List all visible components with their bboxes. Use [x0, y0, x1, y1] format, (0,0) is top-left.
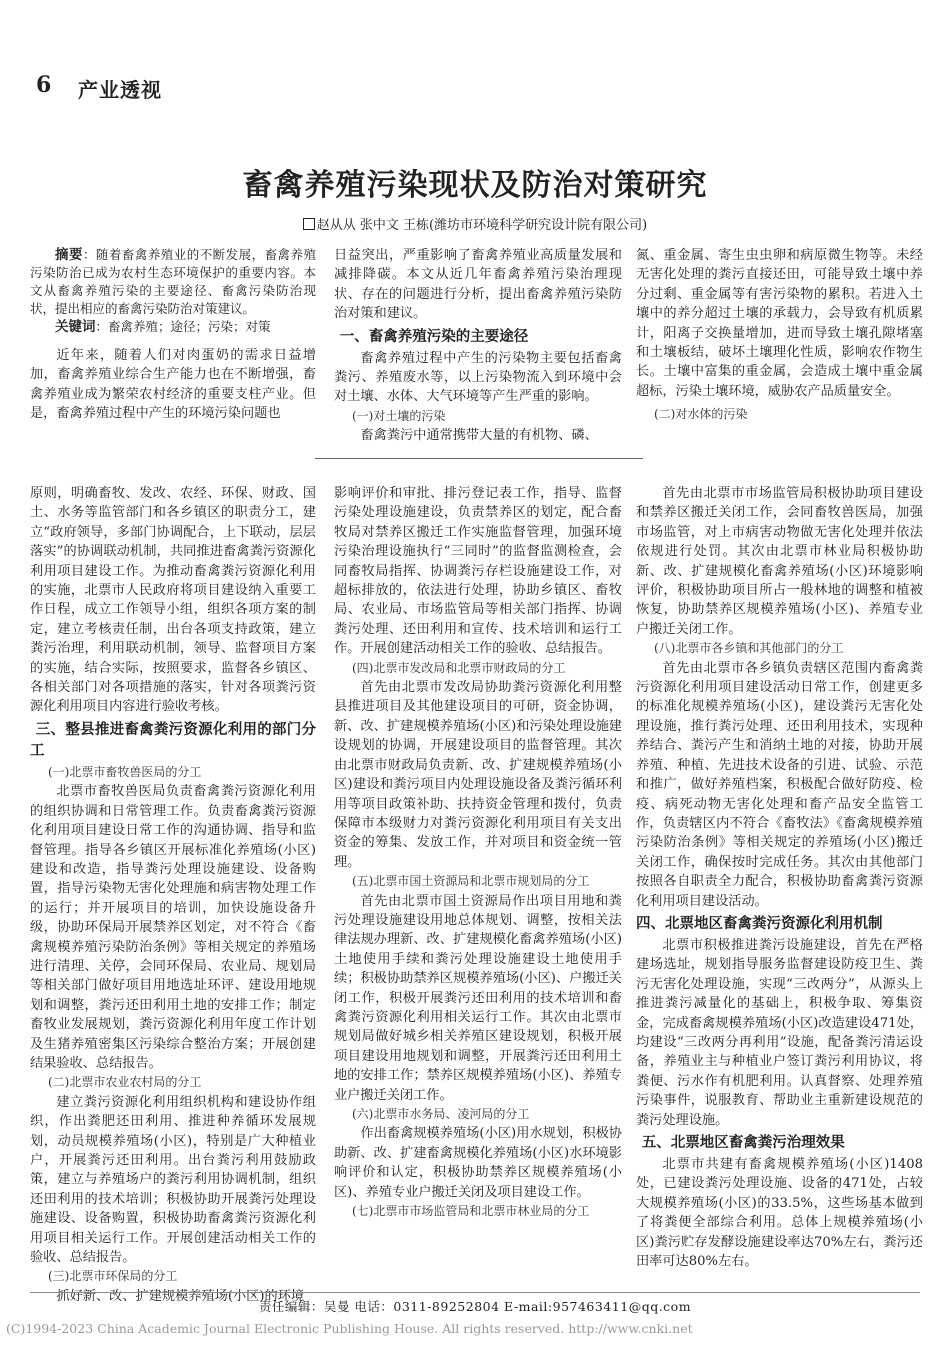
paragraph: 日益突出，严重影响了畜禽养殖业高质量发展和减排降碳。本文从近几年畜禽养殖污染治理现状、存在的问题进行分析，提出畜禽养殖污染防治对策和建议。	[334, 248, 622, 322]
section-heading: 四、北票地区畜禽粪污资源化利用机制	[636, 915, 883, 932]
section-heading: 五、北票地区畜禽粪污治理效果	[641, 1135, 845, 1151]
section-title: 产业透视	[78, 78, 162, 102]
paragraph: 首先由北票市市场监管局积极协助项目建设和禁养区搬迁关闭工作，会同畜牧兽医局，加强市场监管，对上市病害动物做无害化处理并依法依规进行处罚。其次由北票市林业局积极协助新、改、扩建规模化畜禽养殖场(小区)环境影响评价，积极协助项目所占一般林地的调整和植被恢复，协助禁养区规模养殖场(小区)、养殖专业户搬迁关闭工作。	[636, 486, 923, 637]
subsection-heading: (五)北票市国土资源局和北票市规划局的分工	[352, 874, 590, 889]
keywords	[30, 318, 316, 336]
subsection-heading: (七)北票市市场监管局和北票市林业局的分工	[352, 1204, 590, 1219]
bottom-column-1	[30, 484, 316, 1304]
subsection-heading: (二)对水体的污染	[654, 407, 748, 422]
subsection-heading: (一)对土壤的污染	[352, 408, 446, 423]
paragraph: 建立粪污资源化利用组织机构和建设协作组织，作出粪肥还田利用、推进种养循环发展规划，动员规模养殖场(小区)，特别是广大种植业户，开展粪污还田利用。出台粪污利用鼓励政策，建立与养殖场户的粪污利用协调机制，组织还田利用的技术培训；积极协助开展粪污处理设施建设、设备购置，积极协助畜禽粪污资源化利用项目相关运行工作。开展创建活动相关工作的验收、总结报告。	[30, 1094, 316, 1266]
subsection-heading: (一)北票市畜牧兽医局的分工	[48, 764, 202, 779]
abstract-text: ：随着畜禽养殖业的不断发展，畜禽养殖污染防治已成为农村生态环境保护的重要内容。本文从畜禽养殖污染的主要途径、畜禽污染防治现状，提出相应的畜禽污染防治对策建议。	[30, 247, 316, 316]
subsection-heading: (三)北票市环保局的分工	[48, 1269, 178, 1284]
author-names: 赵从从 张中文 王栋(潍坊市环境科学研究设计院有限公司)	[316, 218, 648, 233]
box-icon	[303, 218, 315, 230]
top-column-2	[334, 246, 622, 444]
top-column-3	[636, 246, 923, 436]
subsection-heading: (四)北票市发改局和北票市财政局的分工	[352, 660, 566, 675]
section-heading: 三、整县推进畜禽粪污资源化利用的部门分工	[30, 721, 316, 759]
keywords-label: 关键词	[55, 319, 96, 335]
article-title: 畜禽养殖污染现状及防治对策研究	[242, 168, 708, 203]
footer-divider	[30, 1292, 920, 1293]
paragraph: 首先由北票市国土资源局作出项目用地和粪污处理设施建设用地总体规划、调整，按相关法律法规办理新、改、扩建规模化畜禽养殖场(小区)土地使用手续和粪污处理设施建设土地使用手续；积极协助禁养区规模养殖场(小区)、户搬迁关闭工作，积极开展粪污还田利用的技术培训和畜禽粪污资源化利用相关运行工作。其次由北票市规划局做好城乡相关养殖区建设规划，积极开展项目建设用地规划和调整，开展粪污还田利用土地的安排工作；禁养区规模养殖场(小区)、养殖专业户搬迁关闭工作。	[334, 893, 622, 1103]
bottom-column-3	[636, 484, 923, 1274]
abstract-label: 摘要	[55, 247, 83, 263]
subsection-heading: (二)北票市农业农村局的分工	[48, 1075, 202, 1090]
paragraph: 近年来，随着人们对肉蛋奶的需求日益增加，畜禽养殖业综合生产能力也在不断增强，畜禽养殖业成为繁荣农村经济的重要支柱产业。但是，畜禽养殖过程中产生的环境污染问题也	[30, 348, 316, 422]
paragraph: 北票市共建有畜禽规模养殖场(小区)1408处，已建设粪污处理设施、设备的471处，占较大规模养殖场(小区)的33.5%，这些场基本做到了将粪便全部综合利用。总体上规模养殖场(小区)粪污贮存发酵设施建设率达70%左右，粪污还田率可达80%左右。	[636, 1157, 923, 1270]
section-heading: 一、畜禽养殖污染的主要途径	[339, 328, 529, 345]
paragraph: 原则，明确畜牧、发改、农经、环保、财政、国土、水务等监管部门和各乡镇区的职责分工，建立“政府领导，多部门协调配合，上下联动，层层落实”的协调联动机制，共同推进畜禽粪污资源化利用项目建设工作。为推动畜禽粪污资源化利用的实施，北票市人民政府将项目建设纳入重要工作日程，成立工作领导小组，组织各项方案的制定，建立考核责任制，出台各项支持政策，建立粪污治理，利用联动机制，领导、监督项目方案的实施，结合实际，按照要求，监督各乡镇区、各相关部门对各项措施的落实，针对各项粪污资源化利用项目内容进行验收考核。	[30, 486, 316, 715]
paragraph: 作出畜禽规模养殖场(小区)用水规划，积极协助新、改、扩建畜禽规模化养殖场(小区)水环境影响评价和认定，积极协助禁养区规模养殖场(小区)、养殖专业户搬迁关闭及项目建设工作。	[334, 1126, 622, 1200]
subsection-heading: (八)北票市各乡镇和其他部门的分工	[654, 641, 844, 656]
paragraph: 首先由北票市发改局协助粪污资源化利用整县推进项目及其他建设项目的可研，资金协调，新、改、扩建规模养殖场(小区)和污染处理设施建设规划的协调，开展建设项目的监督管理。其次由北票市财政局负责新、改、扩建规模养殖场(小区)建设和粪污项目内处理设施设备及粪污循环利用等项目政策补助、扶持资金管理和拨付，负责保障市本级财力对粪污资源化利用项目有关支出资金的筹集、发放工作，并对项目和资金统一管理。	[334, 680, 622, 870]
editor-info: 责任编辑：吴曼 电话：0311-89252804 E-mail:957463411@qq.com	[258, 1299, 692, 1314]
paragraph: 畜禽粪污中通常携带大量的有机物、磷、	[360, 428, 598, 444]
paragraph: 氮、重金属、寄生虫虫卵和病原微生物等。未经无害化处理的粪污直接还田，可能导致土壤中养分过剩、重金属等有害污染物的累积。若进入土壤中的养分超过土壤的承载力，会导致有机质累计，阳离子交换量增加，进而导致土壤孔隙堵塞和土壤板结，破坏土壤理化性质，影响农作物生长。土壤中富集的重金属，会造成土壤中重金属超标，污染土壤环境，威胁农产品质量安全。	[636, 248, 923, 399]
top-column-1	[30, 246, 316, 436]
paragraph: 北票市积极推进粪污设施建设，首先在严格建场选址，规划指导服务监督建设防疫卫生、粪污无害化处理设施，实现“三改两分”，从源头上推进粪污减量化的基础上，积极争取、筹集资金，完成畜禽规模养殖场(小区)改造建设471处，均建设“三改两分再利用”设施，配备粪污清运设备，养殖业主与种植业户签订粪污利用协议，将粪便、污水作有机肥利用。认真督察、处理养殖污染事件，说服教育、帮助业主重新建设规范的粪污处理设施。	[636, 937, 923, 1128]
keywords-text: ：畜禽养殖；途径；污染；对策	[95, 319, 271, 334]
bottom-column-2	[334, 484, 622, 1274]
page-number: 6	[36, 72, 52, 98]
abstract	[30, 246, 316, 318]
paragraph: 首先由北票市各乡镇负责辖区范围内畜禽粪污资源化利用项目建设活动日常工作，创建更多的标准化规模养殖场(小区)，建设粪污无害化处理设施，推行粪污处理、还田利用技术，实现种养结合、粪污产生和消纳土地的对接，协助开展养殖、种植、先进技术设备的引进、试验、示范和推广，做好养殖档案，积极配合做好防疫、检疫、病死动物无害化处理和畜产品安全监管工作，负责辖区内不符合《畜牧法》《畜禽规模养殖污染防治条例》等相关规定的养殖场(小区)搬迁关闭工作，确保按时完成任务。其次由其他部门按照各自职责全力配合，积极协助畜禽粪污资源化利用项目建设活动。	[636, 660, 923, 909]
copyright-notice: (C)1994-2023 China Academic Journal Electronic Publishing House. All rights reserved. http://www.cnki.net	[6, 1321, 693, 1336]
paragraph: 影响评价和审批、排污登记表工作，指导、监督污染处理设施建设，负责禁养区的划定，配合畜牧局对禁养区搬迁工作实施监督管理，加强环境污染治理设施执行“三同时”的监督监测检查，会同畜牧局指挥、协调粪污存栏设施建设工作，对超标排放的，依法进行处理，协助乡镇区、畜牧局、农业局、市场监管局等相关部门指挥、协调粪污处理、还田利用和宣传、技术培训和运行工作。开展创建活动相关工作的验收、总结报告。	[334, 486, 622, 657]
divider	[315, 458, 643, 459]
paragraph: 抓好新、改、扩建规模养殖场(小区)的环境	[56, 1288, 305, 1304]
subsection-heading: (六)北票市水务局、凌河局的分工	[352, 1107, 530, 1121]
paragraph: 畜禽养殖过程中产生的污染物主要包括畜禽粪污、养殖废水等，以上污染物流入到环境中会对土壤、水体、大气环境等产生严重的影响。	[334, 350, 622, 405]
paragraph: 北票市畜牧兽医局负责畜禽粪污资源化利用的组织协调和日常管理工作。负责畜禽粪污资源化利用项目建设日常工作的沟通协调、指导和监督管理。指导各乡镇区开展标准化养殖场(小区)建设和改造，指导粪污处理设施建设、设备购置，指导污染物无害化处理施和病害物处理工作的运行；并开展项目的培训，加快设施设备升级，协助环保局开展禁养区划定，对不符合《畜禽规模养殖污染防治条例》等相关规定的养殖场进行清理、关停，会同环保局、农业局、规划局等相关部门做好项目用地选址环评、建设用地规划和调整，粪污还田利用土地的安排工作；制定畜牧业发展规划，粪污资源化利用年度工作计划及生猪养殖密集区污染综合整治方案；开展创建结果验收、总结报告。	[30, 784, 316, 1071]
author-line	[0, 214, 950, 233]
